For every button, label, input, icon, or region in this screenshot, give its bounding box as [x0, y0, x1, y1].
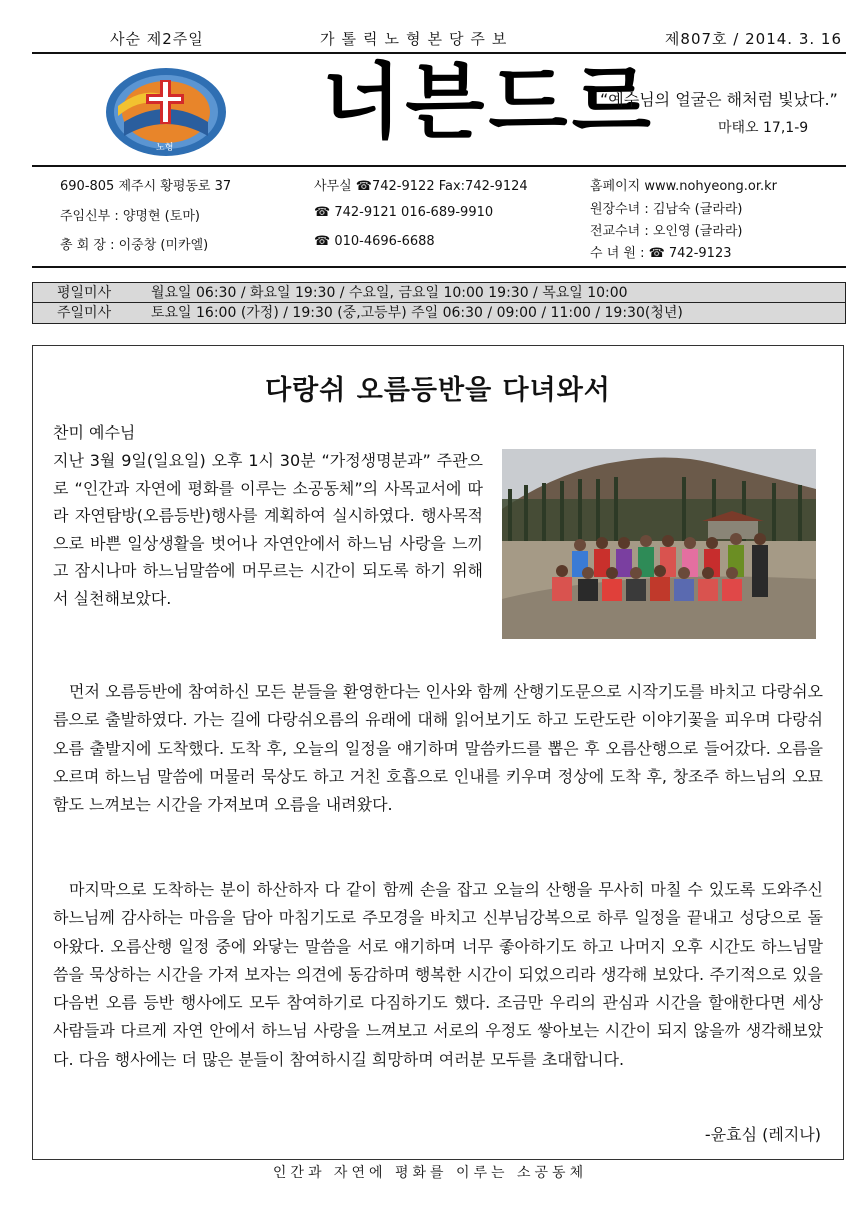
article-paragraph-1: 먼저 오름등반에 참여하신 모든 분들을 환영한다는 인사와 함께 산행기도문으로 시작기도를 바치고 다랑쉬오름으로 출발하였다. 가는 길에 다랑쉬오름의 유래에 대해 읽어보기도 하고 도란도란 이야기꽃을 피우며 다랑쉬오름 출발지에 도착했다. 도착 후, 오늘의 일정을 얘기하며 말씀카드를 뽑은 후 오름산행으로 들어갔다. 오름을 오르며 하느님 말씀에 머물러 묵상도 하고 거친 호흡으로 인내를 키우며 정상에 도착 후, 창조주 하느님의 오묘함도 느껴보는 시간을 가져보며 오름을 내려왔다. [53, 682, 823, 815]
parish-address: 690-805 제주시 황평동로 37 [60, 179, 232, 194]
liturgical-sunday: 사순 제2주일 [110, 30, 204, 48]
article-author: -윤효심 (레지나) [704, 1125, 821, 1144]
info-top-rule [32, 165, 846, 167]
office-contact: 사무실 ☎742-9122 Fax:742-9124 [314, 179, 528, 194]
article-paragraph-2: 마지막으로 도착하는 분이 하산하자 다 같이 함께 손을 잡고 오늘의 산행을 무사히 마칠 수 있도록 도와주신 하느님께 감사하는 마음을 담아 마침기도로 주모경을 바치고 신부님강복으로 하루 일정을 끝내고 성당으로 돌아왔다. 오름산행 일정 중에 와닿는 말씀을 서로 얘기하며 너무 좋아하기도 하고 나머지 오후 시간도 하느님말씀을 묵상하는 시간을 가져 보자는 의견에 동감하며 행복한 시간이 되었으리라 생각해 보았다. 주기적으로 있을 다음번 오름 등반 행사에도 모두 참여하기로 다짐하기도 했다. 조금만 우리의 관심과 시간을 할애한다면 세상 사람들과 다르게 자연 안에서 하느님 사랑을 느껴보고 서로의 우정도 쌓아보는 시간이 되지 않을까 생각해보았다. 다음 행사에는 더 많은 분들이 참여하시길 희망하며 여러분 모두를 초대합니다. [53, 880, 823, 1069]
gospel-quote [600, 86, 845, 136]
pastor-phones: ☎ 742-9121 016-689-9910 [314, 205, 494, 220]
article-intro: 지난 3월 9일(일요일) 오후 1시 30분 “가정생명분과” 주관으로 “인간과 자연에 평화를 이루는 소공동체”의 사목교서에 따라 자연탐방(오름등반)행사를 계획하여 실시하였다. 행사목적으로 바쁜 일상생활을 벗어나 자연안에서 하느님 사랑을 느끼고 잠시나마 하느님말씀에 머무르는 시간이 되도록 하기 위해서 실천해보았다. [53, 451, 483, 608]
publication-name: 가톨릭노형본당주보 [320, 30, 514, 48]
convent-phone: 수 녀 원 : ☎ 742-9123 [590, 246, 732, 261]
parish-logo-icon [104, 66, 228, 158]
pastor-name: 주임신부 : 양명현 (토마) [60, 209, 200, 224]
logo-label: 노형 [156, 143, 174, 153]
article-title: 다랑쉬 오름등반을 다녀와서 [265, 375, 611, 406]
article-salutation: 찬미 예수님 [53, 423, 136, 442]
article-box [32, 345, 844, 1160]
council-phone: ☎ 010-4696-6688 [314, 234, 435, 249]
weekday-mass-times: 월요일 06:30 / 화요일 19:30 / 수요일, 금요일 10:00 19:30 / 목요일 10:00 [151, 285, 628, 301]
sunday-mass-times: 토요일 16:00 (가정) / 19:30 (중,고등부) 주일 06:30 / 09:00 / 11:00 / 19:30(청년) [151, 305, 683, 321]
sunday-mass-row [32, 302, 846, 324]
info-bottom-rule [32, 266, 846, 268]
footer-motto: 인간과 자연에 평화를 이루는 소공동체 [272, 1165, 588, 1181]
weekday-mass-label: 평일미사 [57, 285, 112, 301]
newsletter-masthead: 너븐드르 [322, 55, 655, 150]
issue-number-date: 제807호 / 2014. 3. 16 [664, 30, 842, 48]
sunday-mass-label: 주일미사 [57, 305, 112, 321]
quote-text: “예수님의 얼굴은 해처럼 빛났다.” [600, 90, 838, 109]
group-photo [502, 449, 816, 639]
weekday-mass-row [32, 282, 846, 304]
homepage-url: 홈페이지 www.nohyeong.or.kr [590, 179, 778, 194]
mission-sister: 전교수녀 : 오인영 (글라라) [590, 224, 743, 239]
council-president: 총 회 장 : 이중창 (미카엘) [60, 238, 209, 253]
parish-info [32, 171, 846, 267]
superior-sister: 원장수녀 : 김남숙 (글라라) [590, 202, 743, 217]
quote-reference: 마태오 17,1-9 [718, 120, 809, 136]
header-rule [32, 52, 846, 54]
